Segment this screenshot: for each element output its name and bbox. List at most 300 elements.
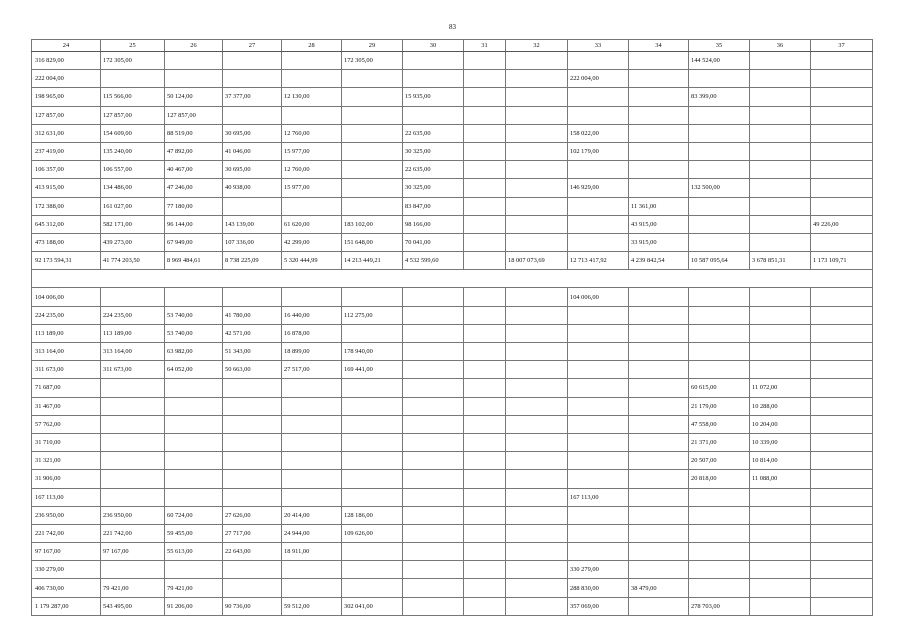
column-header: 30 <box>403 40 464 52</box>
table-cell: 135 240,00 <box>101 142 165 160</box>
table-cell: 47 558,00 <box>689 415 750 433</box>
table-cell: 49 226,00 <box>811 215 873 233</box>
table-cell <box>689 343 750 361</box>
table-cell <box>568 324 629 342</box>
table-cell <box>689 306 750 324</box>
table-cell <box>403 106 464 124</box>
table-cell <box>811 470 873 488</box>
table-cell <box>464 379 506 397</box>
table-cell <box>165 288 223 306</box>
table-cell: 59 512,00 <box>282 597 342 615</box>
table-cell <box>464 106 506 124</box>
table-cell <box>506 215 568 233</box>
table-cell: 21 371,00 <box>689 433 750 451</box>
table-cell: 60 615,00 <box>689 379 750 397</box>
table-cell: 88 519,00 <box>165 124 223 142</box>
column-header: 24 <box>32 40 101 52</box>
table-cell: 18 911,00 <box>282 543 342 561</box>
table-cell <box>342 70 403 88</box>
table-cell <box>811 124 873 142</box>
table-cell <box>464 506 506 524</box>
table-cell <box>403 306 464 324</box>
table-row <box>32 124 873 142</box>
table-cell <box>464 306 506 324</box>
table-cell <box>101 561 165 579</box>
table-cell <box>464 361 506 379</box>
table-cell <box>811 415 873 433</box>
table-cell: 20 818,00 <box>689 470 750 488</box>
table-cell <box>342 88 403 106</box>
table-cell <box>568 543 629 561</box>
table-cell: 53 740,00 <box>165 324 223 342</box>
table-cell <box>811 561 873 579</box>
table-cell <box>403 579 464 597</box>
table-cell: 18 007 073,69 <box>506 252 568 270</box>
table-cell: 83 847,00 <box>403 197 464 215</box>
table-cell <box>403 488 464 506</box>
table-cell <box>811 343 873 361</box>
table-cell <box>282 106 342 124</box>
table-cell <box>223 52 282 70</box>
table-cell: 51 343,00 <box>223 343 282 361</box>
table-cell: 311 673,00 <box>32 361 101 379</box>
table-row <box>32 361 873 379</box>
table-cell <box>101 415 165 433</box>
table-cell <box>506 324 568 342</box>
table-cell <box>342 470 403 488</box>
table-cell <box>568 415 629 433</box>
table-cell: 90 736,00 <box>223 597 282 615</box>
table-cell <box>403 506 464 524</box>
table-cell: 4 239 842,54 <box>629 252 689 270</box>
table-cell <box>101 379 165 397</box>
table-cell <box>629 288 689 306</box>
table-cell: 224 235,00 <box>101 306 165 324</box>
table-row <box>32 579 873 597</box>
table-row <box>32 543 873 561</box>
table-row <box>32 561 873 579</box>
table-cell <box>568 197 629 215</box>
table-cell: 38 479,00 <box>629 579 689 597</box>
table-cell <box>506 142 568 160</box>
table-cell: 27 717,00 <box>223 524 282 542</box>
table-cell <box>506 524 568 542</box>
table-cell: 8 738 225,09 <box>223 252 282 270</box>
table-cell <box>282 433 342 451</box>
table-cell: 146 929,00 <box>568 179 629 197</box>
table-cell: 40 938,00 <box>223 179 282 197</box>
table-cell <box>629 597 689 615</box>
table-row <box>32 106 873 124</box>
table-cell <box>403 397 464 415</box>
table-cell: 330 279,00 <box>32 561 101 579</box>
table-cell <box>165 452 223 470</box>
table-cell <box>750 543 811 561</box>
table-cell <box>506 106 568 124</box>
table-cell <box>282 397 342 415</box>
table-cell: 97 167,00 <box>101 543 165 561</box>
table-cell: 33 915,00 <box>629 233 689 251</box>
column-header: 35 <box>689 40 750 52</box>
table-cell: 20 414,00 <box>282 506 342 524</box>
table-cell <box>750 52 811 70</box>
table-cell <box>223 470 282 488</box>
table-cell <box>629 52 689 70</box>
table-cell: 41 780,00 <box>223 306 282 324</box>
table-cell: 278 703,00 <box>689 597 750 615</box>
table-cell <box>506 379 568 397</box>
table-cell <box>403 524 464 542</box>
table-cell <box>403 433 464 451</box>
table-row <box>32 415 873 433</box>
table-cell <box>464 233 506 251</box>
table-cell <box>811 306 873 324</box>
table-cell: 158 022,00 <box>568 124 629 142</box>
table-cell: 132 500,00 <box>689 179 750 197</box>
table-cell: 112 275,00 <box>342 306 403 324</box>
table-cell <box>750 197 811 215</box>
table-cell <box>629 161 689 179</box>
table-cell <box>568 524 629 542</box>
table-cell: 236 950,00 <box>101 506 165 524</box>
table-row <box>32 524 873 542</box>
table-cell <box>403 470 464 488</box>
table-cell <box>750 524 811 542</box>
table-cell <box>464 52 506 70</box>
table-cell: 183 102,00 <box>342 215 403 233</box>
table-cell <box>568 506 629 524</box>
table-cell <box>811 379 873 397</box>
table-row <box>32 324 873 342</box>
table-cell <box>629 506 689 524</box>
table-cell: 330 279,00 <box>568 561 629 579</box>
table-cell <box>342 433 403 451</box>
table-cell: 71 687,00 <box>32 379 101 397</box>
table-cell <box>750 161 811 179</box>
table-cell: 42 571,00 <box>223 324 282 342</box>
blank-cell <box>32 270 873 288</box>
table-cell: 20 507,00 <box>689 452 750 470</box>
table-cell: 14 213 449,21 <box>342 252 403 270</box>
table-cell <box>464 433 506 451</box>
table-cell <box>629 70 689 88</box>
table-cell <box>464 252 506 270</box>
table-row <box>32 252 873 270</box>
table-cell: 18 899,00 <box>282 343 342 361</box>
table-cell <box>629 433 689 451</box>
table-cell: 4 532 599,60 <box>403 252 464 270</box>
table-cell <box>464 124 506 142</box>
table-cell <box>223 488 282 506</box>
table-cell <box>342 161 403 179</box>
table-cell: 11 072,00 <box>750 379 811 397</box>
table-cell: 288 830,00 <box>568 579 629 597</box>
table-cell <box>464 161 506 179</box>
table-cell: 161 027,00 <box>101 197 165 215</box>
table-cell <box>165 415 223 433</box>
column-header: 27 <box>223 40 282 52</box>
table-row <box>32 233 873 251</box>
table-cell: 645 312,00 <box>32 215 101 233</box>
table-cell <box>750 343 811 361</box>
table-cell <box>689 106 750 124</box>
table-cell <box>629 543 689 561</box>
table-cell: 12 760,00 <box>282 161 342 179</box>
table-cell <box>506 70 568 88</box>
table-cell <box>629 361 689 379</box>
table-cell <box>750 70 811 88</box>
table-cell <box>506 361 568 379</box>
table-cell <box>629 452 689 470</box>
table-cell <box>403 597 464 615</box>
table-cell <box>689 561 750 579</box>
table-cell <box>342 197 403 215</box>
table-cell: 22 635,00 <box>403 161 464 179</box>
table-cell <box>464 415 506 433</box>
table-cell: 64 052,00 <box>165 361 223 379</box>
table-cell <box>506 415 568 433</box>
table-cell: 224 235,00 <box>32 306 101 324</box>
table-cell <box>282 197 342 215</box>
table-cell <box>223 379 282 397</box>
table-row <box>32 70 873 88</box>
table-cell <box>282 470 342 488</box>
table-cell <box>689 70 750 88</box>
table-cell <box>403 415 464 433</box>
table-cell: 473 188,00 <box>32 233 101 251</box>
table-cell <box>223 197 282 215</box>
table-cell: 57 762,00 <box>32 415 101 433</box>
table-cell: 8 969 484,61 <box>165 252 223 270</box>
table-cell <box>506 397 568 415</box>
table-cell <box>811 70 873 88</box>
table-cell <box>811 106 873 124</box>
table-row <box>32 88 873 106</box>
table-cell <box>629 142 689 160</box>
table-cell: 79 421,00 <box>165 579 223 597</box>
table-cell <box>342 543 403 561</box>
table-cell <box>464 288 506 306</box>
table-cell: 172 305,00 <box>342 52 403 70</box>
table-cell: 53 740,00 <box>165 306 223 324</box>
table-cell <box>223 106 282 124</box>
table-cell <box>811 324 873 342</box>
table-cell <box>629 179 689 197</box>
table-cell: 143 139,00 <box>223 215 282 233</box>
table-header-row <box>32 40 873 52</box>
table-cell: 50 124,00 <box>165 88 223 106</box>
table-cell <box>629 306 689 324</box>
data-table <box>31 39 873 616</box>
table-cell <box>506 433 568 451</box>
page-number: 83 <box>449 23 456 31</box>
table-cell <box>223 433 282 451</box>
table-cell <box>568 88 629 106</box>
table-cell: 154 609,00 <box>101 124 165 142</box>
table-cell: 30 695,00 <box>223 161 282 179</box>
table-cell <box>506 52 568 70</box>
table-cell <box>568 433 629 451</box>
table-cell: 27 626,00 <box>223 506 282 524</box>
table-cell: 30 325,00 <box>403 142 464 160</box>
table-cell: 172 305,00 <box>101 52 165 70</box>
table-cell: 31 321,00 <box>32 452 101 470</box>
table-cell: 582 171,00 <box>101 215 165 233</box>
table-cell: 167 113,00 <box>568 488 629 506</box>
table-cell <box>811 597 873 615</box>
table-cell: 98 166,00 <box>403 215 464 233</box>
table-row <box>32 597 873 615</box>
table-cell <box>568 106 629 124</box>
table-cell <box>464 142 506 160</box>
table-cell: 221 742,00 <box>101 524 165 542</box>
table-cell <box>750 215 811 233</box>
table-cell: 10 339,00 <box>750 433 811 451</box>
table-cell <box>101 488 165 506</box>
table-cell <box>568 397 629 415</box>
column-header: 34 <box>629 40 689 52</box>
table-cell: 83 399,00 <box>689 88 750 106</box>
table-cell <box>629 106 689 124</box>
table-cell <box>811 506 873 524</box>
table-cell: 127 857,00 <box>101 106 165 124</box>
table-cell <box>282 415 342 433</box>
table-cell <box>811 579 873 597</box>
table-cell: 42 299,00 <box>282 233 342 251</box>
table-cell <box>689 506 750 524</box>
table-cell <box>342 561 403 579</box>
table-cell <box>811 233 873 251</box>
table-cell <box>342 415 403 433</box>
table-row <box>32 161 873 179</box>
table-cell <box>689 288 750 306</box>
table-cell <box>165 70 223 88</box>
table-cell: 198 965,00 <box>32 88 101 106</box>
table-cell: 22 635,00 <box>403 124 464 142</box>
table-cell: 77 180,00 <box>165 197 223 215</box>
table-cell: 222 004,00 <box>568 70 629 88</box>
table-cell <box>282 70 342 88</box>
table-cell: 70 041,00 <box>403 233 464 251</box>
table-cell <box>282 52 342 70</box>
table-cell <box>629 88 689 106</box>
table-cell <box>165 379 223 397</box>
table-cell <box>464 452 506 470</box>
table-cell: 63 982,00 <box>165 343 223 361</box>
table-cell: 1 173 109,71 <box>811 252 873 270</box>
table-cell: 413 915,00 <box>32 179 101 197</box>
table-cell <box>342 452 403 470</box>
table-row <box>32 470 873 488</box>
column-header: 28 <box>282 40 342 52</box>
table-cell <box>506 197 568 215</box>
table-cell <box>282 452 342 470</box>
table-cell <box>165 52 223 70</box>
table-row <box>32 306 873 324</box>
table-cell: 41 046,00 <box>223 142 282 160</box>
table-cell <box>750 597 811 615</box>
table-cell <box>629 324 689 342</box>
table-cell <box>342 288 403 306</box>
table-cell <box>568 233 629 251</box>
table-cell <box>750 179 811 197</box>
table-cell <box>506 452 568 470</box>
table-cell <box>165 470 223 488</box>
table-cell: 106 557,00 <box>101 161 165 179</box>
table-cell <box>811 361 873 379</box>
table-cell <box>342 106 403 124</box>
table-cell <box>342 579 403 597</box>
column-header: 29 <box>342 40 403 52</box>
table-cell <box>101 433 165 451</box>
table-cell <box>165 488 223 506</box>
table-cell <box>568 343 629 361</box>
table-cell <box>464 488 506 506</box>
table-cell <box>506 233 568 251</box>
table-cell <box>629 124 689 142</box>
table-cell <box>506 561 568 579</box>
table-row <box>32 179 873 197</box>
table-cell <box>342 379 403 397</box>
table-cell <box>629 343 689 361</box>
table-cell <box>464 524 506 542</box>
table-cell <box>750 579 811 597</box>
table-cell <box>811 52 873 70</box>
table-cell <box>403 452 464 470</box>
table-cell: 43 915,00 <box>629 215 689 233</box>
column-header: 37 <box>811 40 873 52</box>
table-cell: 60 724,00 <box>165 506 223 524</box>
table-cell: 41 774 203,50 <box>101 252 165 270</box>
table-cell: 31 906,00 <box>32 470 101 488</box>
table-cell <box>165 433 223 451</box>
table-cell: 47 892,00 <box>165 142 223 160</box>
table-cell <box>506 179 568 197</box>
table-cell <box>223 397 282 415</box>
table-cell <box>811 142 873 160</box>
table-cell: 27 517,00 <box>282 361 342 379</box>
table-cell: 312 631,00 <box>32 124 101 142</box>
table-cell <box>689 361 750 379</box>
table-cell <box>750 142 811 160</box>
table-cell: 109 626,00 <box>342 524 403 542</box>
table-cell <box>689 124 750 142</box>
table-cell <box>506 343 568 361</box>
table-cell: 21 179,00 <box>689 397 750 415</box>
table-cell <box>811 161 873 179</box>
table-cell: 221 742,00 <box>32 524 101 542</box>
table-cell <box>342 124 403 142</box>
table-cell: 22 643,00 <box>223 543 282 561</box>
table-cell <box>811 543 873 561</box>
table-cell: 104 006,00 <box>32 288 101 306</box>
table-cell <box>689 543 750 561</box>
table-cell: 134 486,00 <box>101 179 165 197</box>
table-cell: 127 857,00 <box>32 106 101 124</box>
table-cell <box>629 397 689 415</box>
table-cell <box>223 70 282 88</box>
table-cell: 104 006,00 <box>568 288 629 306</box>
table-cell <box>464 470 506 488</box>
table-cell <box>629 379 689 397</box>
table-cell <box>403 288 464 306</box>
table-cell <box>342 324 403 342</box>
table-cell <box>464 397 506 415</box>
table-cell <box>689 488 750 506</box>
table-cell: 115 566,00 <box>101 88 165 106</box>
table-cell: 169 441,00 <box>342 361 403 379</box>
table-cell <box>689 524 750 542</box>
